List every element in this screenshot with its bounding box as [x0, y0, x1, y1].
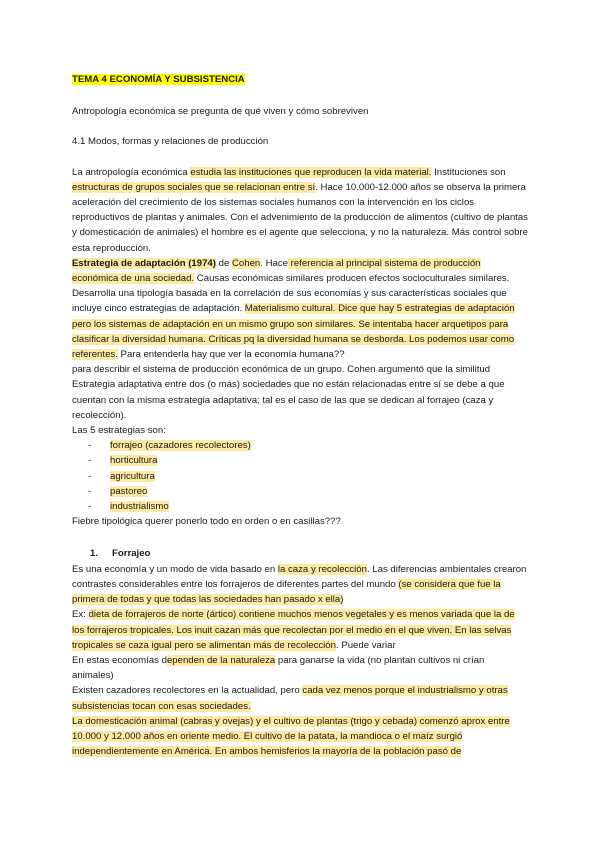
list-item [88, 469, 528, 484]
dash-bullet: - [88, 440, 92, 452]
list-item-text: forrajeo (cazadores recolectores) [110, 440, 251, 452]
highlight: estructuras de grupos sociales que se relacionan entre sí [72, 181, 316, 193]
highlight: Materialismo cultural. Dice que hay 5 estrategias de adaptación pero los sistemas de adaptación en un mismo grupo son similares. Se intentaba hacer arquetipos para clasificar la diversidad humana. Críticas pq la diversidad humana se desborda. Los podemos usar como referentes. [72, 303, 515, 361]
highlight: dieta de forrajeros de norte (ártico) contiene muchos menos vegetales y es menos variada que la de los forrajeros tropicales. Los inuit cazan más que recolectan por el medio en el que viven. En las selvas tropicales se caza igual pero se alimentan más de recolección [72, 609, 515, 651]
dash-bullet: - [88, 455, 92, 467]
text: Es una economía y un modo de vida basado en [72, 563, 278, 575]
document-title [72, 72, 528, 87]
paragraph-3: para describir el sistema de producción económica de un grupo. Cohen argumentó que la similitud Estrategia adaptativa entre dos (o más) sociedades que no están relacionadas entre sí se debe a que cuentan con la misma estrategia adaptativa; tal es el caso de las que se dedican al forrajeo (caza y recolección). [72, 364, 505, 421]
list-item-text: industrialismo [110, 501, 169, 513]
text: para ganarse la vida (no plantan cultivos ni crían animales) [72, 654, 485, 682]
strategies-list [72, 438, 528, 514]
text: de [215, 257, 232, 269]
text: . Las diferencias ambientales crearon contrastes considerables entre los forrajeros de diferentes partes del mundo [72, 563, 527, 590]
text: . Hace 10.000-12.000 años se observa la primera aceleración del crecimiento de los sistemas sociales humanos con la intervención en los ciclos reproductivos de plantas y animales. Con el advenimiento de la producción de alimentos (cultivo de plantas y domesticación de animales) el hombre es el agente que selecciona, y no la naturaleza. Más control sobre esta reproducción. [72, 181, 528, 254]
dash-bullet: - [88, 485, 92, 497]
list-item [88, 499, 528, 514]
list-item [88, 484, 528, 499]
paragraph-2 [72, 256, 528, 362]
highlight: referencia al principal sistema de producción económica de una sociedad. [72, 257, 481, 285]
dash-bullet: - [88, 501, 92, 513]
section-title: Forrajeo [112, 548, 151, 560]
list-item-text: horticultura [110, 455, 158, 467]
subheading: 4.1 Modos, formas y relaciones de producción [72, 136, 269, 148]
text: . Hace [260, 257, 288, 269]
intro-line: Antropología económica se pregunta de qué viven y cómo sobreviven [72, 106, 369, 118]
text: Existen cazadores recolectores en la actualidad, pero [72, 685, 303, 697]
text: Ex: [72, 609, 89, 621]
highlight: (se considera que fue la primera de todas y que todas las sociedades han pasado x ella) [72, 578, 501, 606]
list-item [88, 438, 528, 453]
text: Causas económicas similares producen efectos socioculturales similares. Desarrolla una tipología basada en la correlación de sus economías y sus características sociales que incluye cinco estrategias de adaptación. [72, 273, 510, 315]
highlight: cada vez menos porque el industrialismo y otras subsistencias tocan con esas sociedades. [72, 685, 508, 712]
paragraph-1 [72, 165, 528, 256]
highlight: estudia las instituciones que reproducen la vida material. [190, 166, 432, 178]
list-item-text: pastoreo [110, 485, 148, 497]
highlight: la caza y recolección [277, 563, 367, 575]
section1-paragraph-1 [72, 562, 528, 608]
section1-paragraph-4 [72, 683, 528, 713]
section1-paragraph-3 [72, 653, 528, 683]
title-highlight: TEMA 4 ECONOMÍA Y SUBSISTENCIA [72, 74, 245, 85]
list-item-text: agricultura [110, 470, 155, 482]
text: . Puede variar [335, 639, 396, 651]
section1-paragraph-2 [72, 607, 528, 653]
list-intro: Las 5 estrategias son: [72, 425, 166, 437]
list-item [88, 453, 528, 468]
highlight: ependen de la naturaleza [166, 654, 276, 666]
highlight: Cohen [231, 257, 261, 269]
highlight: La domesticación animal (cabras y ovejas) y el cultivo de plantas (trigo y cebada) comenzó aprox entre 10.000 y 12.000 años en oriente medio. El cultivo de la patata, la mandioca o el maíz surgió independientemente en América. En ambos hemisferios la mayoría de la población pasó de [72, 715, 510, 758]
highlight-bold: Estrategia de adaptación (1974) [72, 257, 216, 269]
section-number: 1. [90, 548, 99, 560]
section1-paragraph-5 [72, 714, 528, 760]
after-list-note: Fiebre tipológica querer ponerlo todo en orden o en casillas??? [72, 516, 341, 528]
dash-bullet: - [88, 470, 92, 482]
section-heading-forrajeo [72, 546, 528, 561]
text: Para entenderla hay que ver la economía humana?? [117, 349, 345, 361]
text: Instituciones son [431, 166, 506, 178]
text: En estas economías d [72, 654, 167, 666]
text: La antropología económica [72, 166, 191, 178]
